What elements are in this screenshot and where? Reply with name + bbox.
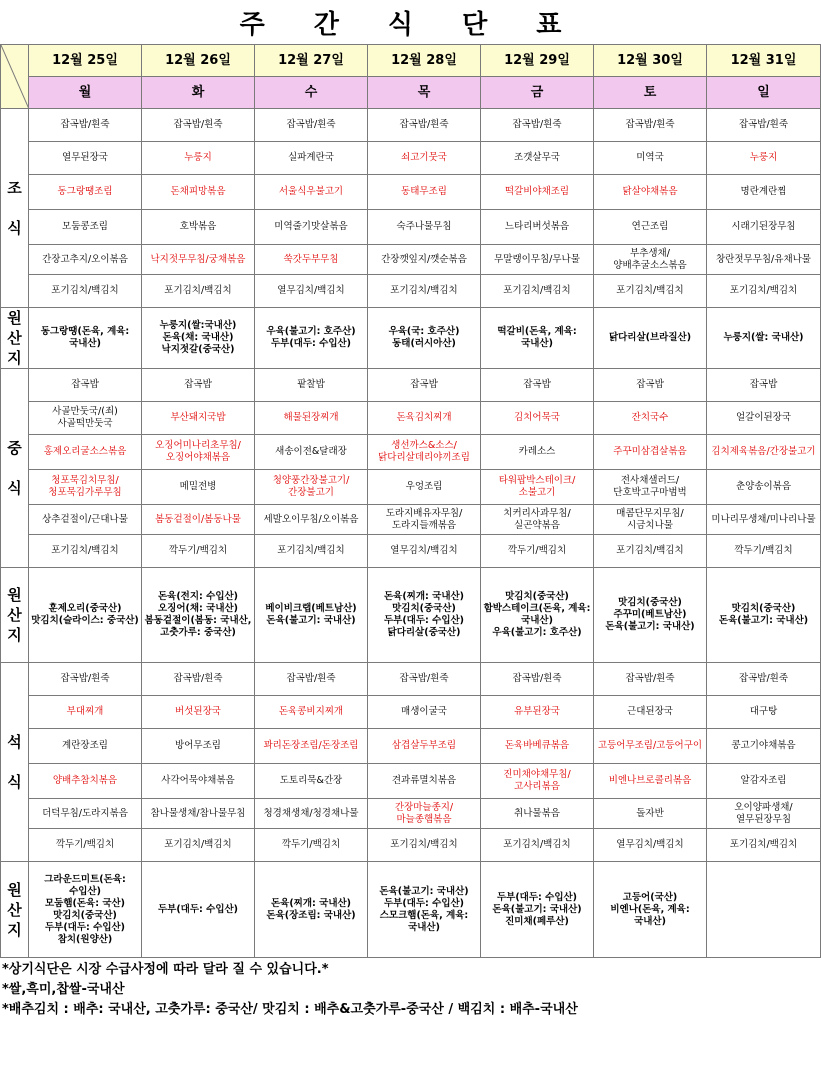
menu-cell: 잡곡밥/흰죽 (707, 663, 821, 696)
menu-cell: 연근조림 (594, 210, 707, 245)
menu-cell: 꽈리돈장조림/돈장조림 (255, 729, 368, 764)
day-header: 금 (481, 77, 594, 109)
menu-cell: 미역국 (594, 142, 707, 175)
menu-cell: 잡곡밥/흰죽 (481, 663, 594, 696)
menu-cell: 잡곡밥/흰죽 (594, 663, 707, 696)
menu-cell: 삼겹살두부조림 (368, 729, 481, 764)
menu-cell: 잡곡밥/흰죽 (594, 109, 707, 142)
menu-cell: 카레소스 (481, 435, 594, 470)
meal-row (1, 663, 821, 696)
menu-cell: 방어무조림 (142, 729, 255, 764)
origin-cell: 그라운드미트(돈육: 수입산) 모둠햄(돈육: 국산) 맛김치(중국산) 두부(대두: 수입산) 참치(원양산) (29, 862, 142, 958)
origin-cell (707, 862, 821, 958)
note-line: *상기식단은 시장 수급사정에 따라 달라 질 수 있습니다.* (2, 962, 329, 977)
origin-cell: 돈육(전지: 수입산) 오징어(채: 국내산) 봄동겉절이(봄동: 국내산, 고춧가루: 중국산) (142, 568, 255, 663)
menu-cell: 해물된장찌개 (255, 402, 368, 435)
menu-cell: 부산돼지국밥 (142, 402, 255, 435)
origin-cell: 베이비크랩(베트남산) 돈육(불고기: 국내산) (255, 568, 368, 663)
menu-cell: 전사채샐러드/단호박고구마범벅 (594, 470, 707, 505)
menu-cell: 포기김치/백김치 (707, 829, 821, 862)
menu-cell: 오이양파생채/열무된장무침 (707, 799, 821, 829)
menu-cell: 동태무조림 (368, 175, 481, 210)
menu-cell: 잡곡밥/흰죽 (707, 109, 821, 142)
origin-cell: 동그랑땡(돈육, 계육: 국내산) (29, 308, 142, 369)
menu-cell: 홍제오리굴소스볶음 (29, 435, 142, 470)
menu-cell: 돈육김치찌개 (368, 402, 481, 435)
menu-cell: 매콤단무지무침/시금치나물 (594, 505, 707, 535)
menu-cell: 사각어묵야채볶음 (142, 764, 255, 799)
menu-cell: 잡곡밥/흰죽 (29, 109, 142, 142)
menu-cell: 사골만둣국/(죄)사골떡만둣국 (29, 402, 142, 435)
origin-cell: 두부(대두: 수입산) (142, 862, 255, 958)
menu-table (0, 44, 821, 958)
menu-cell: 깍두기/백김치 (707, 535, 821, 568)
menu-cell: 돈육바베큐볶음 (481, 729, 594, 764)
menu-cell: 조갯살무국 (481, 142, 594, 175)
page-title: 주 간 식 단 표 (239, 9, 582, 40)
menu-cell: 대구탕 (707, 696, 821, 729)
menu-cell: 잡곡밥 (594, 369, 707, 402)
menu-cell: 더덕무침/도라지볶음 (29, 799, 142, 829)
menu-cell: 시래기된장무침 (707, 210, 821, 245)
menu-cell: 숙주나물무침 (368, 210, 481, 245)
menu-cell: 잡곡밥 (368, 369, 481, 402)
origin-row (1, 568, 821, 663)
menu-cell: 명란계란찜 (707, 175, 821, 210)
menu-cell: 떡갈비야채조림 (481, 175, 594, 210)
menu-cell: 쑥갓두부무침 (255, 245, 368, 275)
menu-cell: 세발오이무침/오이볶음 (255, 505, 368, 535)
menu-cell: 포기김치/백김치 (368, 275, 481, 308)
menu-cell: 닭살야채볶음 (594, 175, 707, 210)
origin-cell: 우육(국: 호주산) 동태(러시아산) (368, 308, 481, 369)
date-header: 12월 28일 (368, 45, 481, 77)
menu-cell: 모둠콩조림 (29, 210, 142, 245)
header-corner (1, 45, 29, 109)
menu-cell: 잔치국수 (594, 402, 707, 435)
menu-cell: 깍두기/백김치 (29, 829, 142, 862)
menu-cell: 잡곡밥 (481, 369, 594, 402)
menu-cell: 취나물볶음 (481, 799, 594, 829)
menu-cell: 잡곡밥/흰죽 (142, 109, 255, 142)
origin-cell: 맛김치(중국산) 돈육(불고기: 국내산) (707, 568, 821, 663)
date-header: 12월 26일 (142, 45, 255, 77)
notes (0, 958, 821, 1020)
day-header: 수 (255, 77, 368, 109)
menu-cell: 잡곡밥 (142, 369, 255, 402)
menu-cell: 김치제육볶음/간장불고기 (707, 435, 821, 470)
menu-cell: 포기김치/백김치 (29, 275, 142, 308)
menu-cell: 봄동겉절이/봄동나물 (142, 505, 255, 535)
menu-cell: 포기김치/백김치 (481, 275, 594, 308)
menu-cell: 청포묵김치무침/청포묵김가루무침 (29, 470, 142, 505)
menu-cell: 잡곡밥/흰죽 (368, 663, 481, 696)
origin-label: 원 산 지 (1, 862, 29, 958)
meal-row (1, 435, 821, 470)
menu-cell: 포기김치/백김치 (594, 275, 707, 308)
menu-cell: 콩고기야채볶음 (707, 729, 821, 764)
menu-cell: 팥찰밥 (255, 369, 368, 402)
menu-cell: 열무된장국 (29, 142, 142, 175)
date-row (1, 45, 821, 77)
menu-cell: 오징어미나리초무침/오징어야채볶음 (142, 435, 255, 470)
meal-section-label: 석 식 (1, 663, 29, 862)
menu-cell: 새송이전&달래장 (255, 435, 368, 470)
menu-cell: 버섯된장국 (142, 696, 255, 729)
origin-cell: 누룽지(쌀: 국내산) (707, 308, 821, 369)
menu-cell: 잡곡밥 (29, 369, 142, 402)
meal-row (1, 799, 821, 829)
date-header: 12월 30일 (594, 45, 707, 77)
menu-cell: 청양풍간장불고기/간장불고기 (255, 470, 368, 505)
menu-cell: 고등어무조림/고등어구이 (594, 729, 707, 764)
origin-cell: 돈육(찌개: 국내산) 맛김치(중국산) 두부(대두: 수입산) 닭다리살(중국산) (368, 568, 481, 663)
meal-row (1, 505, 821, 535)
menu-cell: 포기김치/백김치 (142, 275, 255, 308)
menu-cell: 잡곡밥 (707, 369, 821, 402)
origin-cell: 돈육(찌개: 국내산) 돈육(장조림: 국내산) (255, 862, 368, 958)
date-header: 12월 27일 (255, 45, 368, 77)
origin-cell: 누룽지(쌀:국내산) 돈육(채: 국내산) 낙지젓갈(중국산) (142, 308, 255, 369)
menu-cell: 계란장조림 (29, 729, 142, 764)
menu-cell: 깍두기/백김치 (255, 829, 368, 862)
meal-row (1, 142, 821, 175)
menu-cell: 잡곡밥/흰죽 (255, 109, 368, 142)
origin-cell: 떡갈비(돈육, 계육: 국내산) (481, 308, 594, 369)
menu-cell: 포기김치/백김치 (481, 829, 594, 862)
menu-cell: 근대된장국 (594, 696, 707, 729)
origin-label: 원 산 지 (1, 308, 29, 369)
menu-cell: 쇠고기뭇국 (368, 142, 481, 175)
day-row (1, 77, 821, 109)
menu-cell: 메밀전병 (142, 470, 255, 505)
meal-row (1, 275, 821, 308)
meal-section-label: 중 식 (1, 369, 29, 568)
origin-cell: 훈제오리(중국산) 맛김치(슬라이스: 중국산) (29, 568, 142, 663)
origin-row (1, 862, 821, 958)
date-header: 12월 25일 (29, 45, 142, 77)
menu-cell: 누룽지 (142, 142, 255, 175)
menu-cell: 간장고추지/오이볶음 (29, 245, 142, 275)
origin-cell: 우육(불고기: 호주산) 두부(대두: 수입산) (255, 308, 368, 369)
menu-cell: 창란젓무무침/유채나물 (707, 245, 821, 275)
menu-cell: 열무김치/백김치 (255, 275, 368, 308)
day-header: 월 (29, 77, 142, 109)
meal-row (1, 369, 821, 402)
menu-cell: 포기김치/백김치 (255, 535, 368, 568)
note-line: *배추김치 : 배추: 국내산, 고춧가루: 중국산/ 맛김치 : 배추&고춧가루-중국산 / 백김치 : 배추-국내산 (2, 1002, 578, 1017)
menu-cell: 김치어묵국 (481, 402, 594, 435)
origin-cell: 돈육(불고기: 국내산) 두부(대두: 수입산) 스모크햄(돈육, 계육: 국내산) (368, 862, 481, 958)
origin-cell: 닭다리살(브라질산) (594, 308, 707, 369)
menu-cell: 진미채야채무침/고사리볶음 (481, 764, 594, 799)
menu-cell: 비엔나브로콜리볶음 (594, 764, 707, 799)
date-header: 12월 29일 (481, 45, 594, 77)
menu-cell: 양배추참치볶음 (29, 764, 142, 799)
day-header: 목 (368, 77, 481, 109)
origin-label: 원 산 지 (1, 568, 29, 663)
meal-row (1, 210, 821, 245)
menu-cell: 타워팝박스테이크/소불고기 (481, 470, 594, 505)
menu-cell: 동그랑땡조림 (29, 175, 142, 210)
menu-cell: 느타리버섯볶음 (481, 210, 594, 245)
meal-row (1, 175, 821, 210)
menu-cell: 돈채피망볶음 (142, 175, 255, 210)
menu-cell: 깍두기/백김치 (142, 535, 255, 568)
menu-cell: 도라지배유자무침/도라지들깨볶음 (368, 505, 481, 535)
menu-cell: 상추겉절이/근대나물 (29, 505, 142, 535)
menu-cell: 부대찌개 (29, 696, 142, 729)
menu-cell: 춘양송이볶음 (707, 470, 821, 505)
menu-cell: 참나물생채/참나물무침 (142, 799, 255, 829)
menu-cell: 부추생채/양배추굴소스볶음 (594, 245, 707, 275)
menu-cell: 무말랭이무침/무나물 (481, 245, 594, 275)
origin-cell: 맛김치(중국산) 함박스테이크(돈육, 계육: 국내산) 우육(불고기: 호주산) (481, 568, 594, 663)
menu-cell: 잡곡밥/흰죽 (368, 109, 481, 142)
day-header: 화 (142, 77, 255, 109)
menu-cell: 미나리무생채/미나리나물 (707, 505, 821, 535)
menu-cell: 얼갈이된장국 (707, 402, 821, 435)
menu-cell: 깍두기/백김치 (481, 535, 594, 568)
day-header: 토 (594, 77, 707, 109)
meal-row (1, 729, 821, 764)
menu-cell: 잡곡밥/흰죽 (255, 663, 368, 696)
meal-row (1, 696, 821, 729)
meal-row (1, 245, 821, 275)
menu-cell: 청경채생채/청경채나물 (255, 799, 368, 829)
menu-cell: 우엉조림 (368, 470, 481, 505)
menu-cell: 잡곡밥/흰죽 (481, 109, 594, 142)
origin-cell: 고등어(국산) 비엔나(돈육, 계육: 국내산) (594, 862, 707, 958)
menu-cell: 실파계란국 (255, 142, 368, 175)
origin-cell: 맛김치(중국산) 주꾸미(베트남산) 돈육(불고기: 국내산) (594, 568, 707, 663)
note-line: *쌀,흑미,찹쌀-국내산 (2, 982, 125, 997)
menu-cell: 간장깻잎지/깻순볶음 (368, 245, 481, 275)
menu-cell: 매생이굴국 (368, 696, 481, 729)
menu-cell: 누룽지 (707, 142, 821, 175)
menu-cell: 간장마늘종지/마늘종햄볶음 (368, 799, 481, 829)
meal-section-label: 조 식 (1, 109, 29, 308)
origin-cell: 두부(대두: 수입산) 돈육(불고기: 국내산) 진미채(페루산) (481, 862, 594, 958)
menu-cell: 돈육콩비지찌개 (255, 696, 368, 729)
menu-cell: 호박볶음 (142, 210, 255, 245)
menu-cell: 돌자반 (594, 799, 707, 829)
meal-row (1, 109, 821, 142)
menu-cell: 포기김치/백김치 (142, 829, 255, 862)
origin-row (1, 308, 821, 369)
menu-cell: 치커리사과무침/실곤약볶음 (481, 505, 594, 535)
meal-row (1, 402, 821, 435)
meal-row (1, 470, 821, 505)
menu-cell: 포기김치/백김치 (707, 275, 821, 308)
menu-cell: 알감자조림 (707, 764, 821, 799)
menu-cell: 포기김치/백김치 (368, 829, 481, 862)
menu-cell: 열무김치/백김치 (594, 829, 707, 862)
menu-cell: 미역줄기맛살볶음 (255, 210, 368, 245)
menu-cell: 잡곡밥/흰죽 (142, 663, 255, 696)
meal-row (1, 764, 821, 799)
date-header: 12월 31일 (707, 45, 821, 77)
meal-row (1, 829, 821, 862)
menu-cell: 생선까스&소스/닭다리살데리야끼조림 (368, 435, 481, 470)
menu-cell: 견과류멸치볶음 (368, 764, 481, 799)
menu-cell: 도토리묵&간장 (255, 764, 368, 799)
menu-cell: 포기김치/백김치 (594, 535, 707, 568)
menu-cell: 잡곡밥/흰죽 (29, 663, 142, 696)
menu-cell: 열무김치/백김치 (368, 535, 481, 568)
menu-cell: 서울식우불고기 (255, 175, 368, 210)
meal-row (1, 535, 821, 568)
menu-cell: 주꾸미삼겹살볶음 (594, 435, 707, 470)
menu-cell: 포기김치/백김치 (29, 535, 142, 568)
menu-cell: 유부된장국 (481, 696, 594, 729)
day-header: 일 (707, 77, 821, 109)
menu-cell: 낙지젓무무침/궁채볶음 (142, 245, 255, 275)
